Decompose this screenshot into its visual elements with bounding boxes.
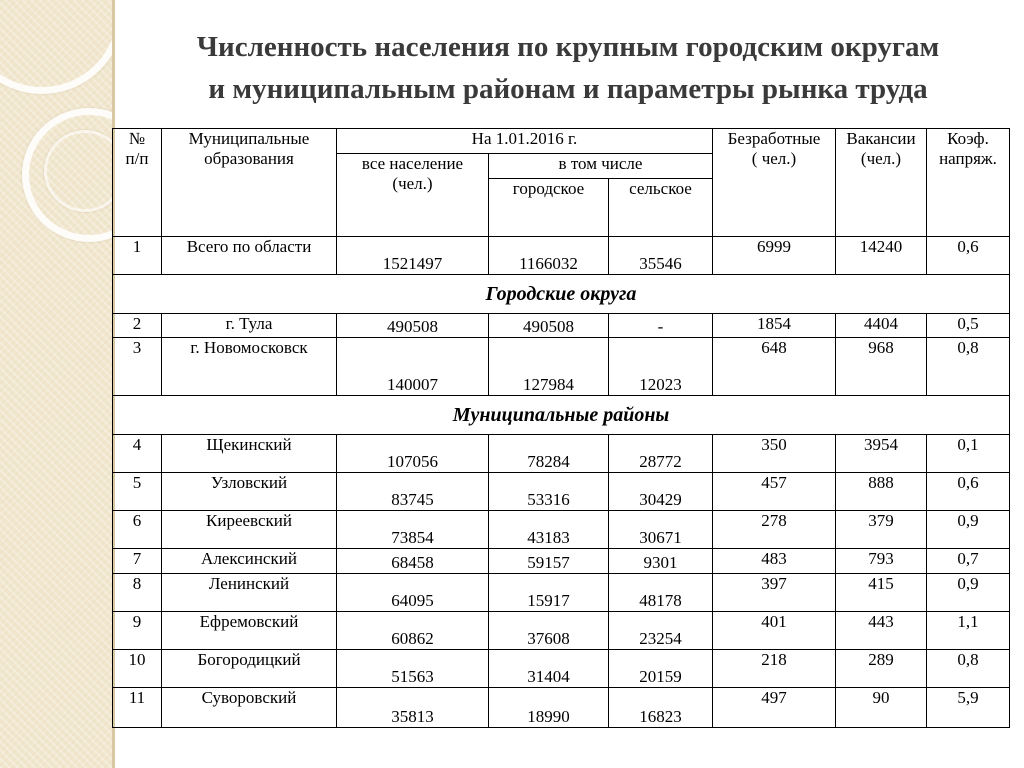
cell-coefficient: 0,9 xyxy=(927,511,1010,549)
cell-number: 9 xyxy=(113,612,162,650)
cell-name: Всего по области xyxy=(162,237,337,275)
cell-rural: 16823 xyxy=(609,688,713,728)
cell-urban: 1166032 xyxy=(489,237,609,275)
cell-number: 5 xyxy=(113,473,162,511)
cell-total: 490508 xyxy=(337,314,489,338)
cell-rural: 12023 xyxy=(609,338,713,396)
cell-name: Ефремовский xyxy=(162,612,337,650)
cell-vacancies: 379 xyxy=(836,511,927,549)
cell-urban: 31404 xyxy=(489,650,609,688)
cell-total: 1521497 xyxy=(337,237,489,275)
cell-vacancies: 289 xyxy=(836,650,927,688)
decorative-side-band xyxy=(0,0,112,768)
header-municipality: Муниципальные образования xyxy=(162,129,337,237)
cell-number: 4 xyxy=(113,435,162,473)
cell-rural: 48178 xyxy=(609,574,713,612)
cell-number: 7 xyxy=(113,549,162,574)
cell-coefficient: 0,7 xyxy=(927,549,1010,574)
cell-rural: - xyxy=(609,314,713,338)
table-row xyxy=(113,435,1010,473)
table-row xyxy=(113,338,1010,396)
table-row xyxy=(113,574,1010,612)
cell-vacancies: 90 xyxy=(836,688,927,728)
cell-coefficient: 0,9 xyxy=(927,574,1010,612)
cell-total: 73854 xyxy=(337,511,489,549)
cell-coefficient: 0,6 xyxy=(927,473,1010,511)
cell-unemployed: 483 xyxy=(713,549,836,574)
table-row xyxy=(113,612,1010,650)
cell-coefficient: 0,8 xyxy=(927,650,1010,688)
cell-urban: 127984 xyxy=(489,338,609,396)
cell-name: Щекинский xyxy=(162,435,337,473)
cell-urban: 59157 xyxy=(489,549,609,574)
cell-name: Узловский xyxy=(162,473,337,511)
cell-number: 11 xyxy=(113,688,162,728)
cell-unemployed: 457 xyxy=(713,473,836,511)
cell-coefficient: 0,5 xyxy=(927,314,1010,338)
cell-name: Ленинский xyxy=(162,574,337,612)
cell-total: 60862 xyxy=(337,612,489,650)
cell-unemployed: 401 xyxy=(713,612,836,650)
cell-total: 35813 xyxy=(337,688,489,728)
cell-name: Суворовский xyxy=(162,688,337,728)
cell-name: Алексинский xyxy=(162,549,337,574)
cell-vacancies: 4404 xyxy=(836,314,927,338)
cell-urban: 53316 xyxy=(489,473,609,511)
title-line-1: Численность населения по крупным городским округам xyxy=(196,31,940,63)
cell-vacancies: 793 xyxy=(836,549,927,574)
cell-coefficient: 5,9 xyxy=(927,688,1010,728)
header-row-1 xyxy=(113,129,1010,154)
slide-title xyxy=(118,26,1018,110)
cell-vacancies: 3954 xyxy=(836,435,927,473)
cell-number: 6 xyxy=(113,511,162,549)
cell-vacancies: 968 xyxy=(836,338,927,396)
cell-total: 83745 xyxy=(337,473,489,511)
cell-urban: 18990 xyxy=(489,688,609,728)
cell-rural: 30429 xyxy=(609,473,713,511)
table-row xyxy=(113,650,1010,688)
cell-urban: 37608 xyxy=(489,612,609,650)
cell-vacancies: 443 xyxy=(836,612,927,650)
cell-urban: 43183 xyxy=(489,511,609,549)
section-title: Муниципальные районы xyxy=(113,396,1010,435)
cell-unemployed: 218 xyxy=(713,650,836,688)
cell-total: 107056 xyxy=(337,435,489,473)
cell-coefficient: 0,1 xyxy=(927,435,1010,473)
cell-rural: 20159 xyxy=(609,650,713,688)
population-table xyxy=(112,128,1010,728)
title-line-2: и муниципальным районам и параметры рынка труда xyxy=(208,73,928,105)
cell-unemployed: 397 xyxy=(713,574,836,612)
cell-number: 1 xyxy=(113,237,162,275)
table-row xyxy=(113,549,1010,574)
header-urban: городское xyxy=(489,179,609,237)
cell-rural: 35546 xyxy=(609,237,713,275)
header-rural: сельское xyxy=(609,179,713,237)
header-unemployed: Безработные ( чел.) xyxy=(713,129,836,237)
cell-name: г. Новомосковск xyxy=(162,338,337,396)
cell-rural: 30671 xyxy=(609,511,713,549)
cell-unemployed: 648 xyxy=(713,338,836,396)
cell-urban: 490508 xyxy=(489,314,609,338)
header-total-population: все население (чел.) xyxy=(337,154,489,237)
header-number: № п/п xyxy=(113,129,162,237)
cell-urban: 78284 xyxy=(489,435,609,473)
header-including: в том числе xyxy=(489,154,713,179)
cell-urban: 15917 xyxy=(489,574,609,612)
cell-name: Киреевский xyxy=(162,511,337,549)
header-date: На 1.01.2016 г. xyxy=(337,129,713,154)
cell-number: 10 xyxy=(113,650,162,688)
cell-total: 51563 xyxy=(337,650,489,688)
cell-rural: 28772 xyxy=(609,435,713,473)
cell-vacancies: 14240 xyxy=(836,237,927,275)
decorative-ring-top xyxy=(0,0,112,94)
cell-unemployed: 278 xyxy=(713,511,836,549)
cell-number: 3 xyxy=(113,338,162,396)
cell-coefficient: 0,6 xyxy=(927,237,1010,275)
cell-total: 68458 xyxy=(337,549,489,574)
cell-rural: 23254 xyxy=(609,612,713,650)
table-row xyxy=(113,511,1010,549)
table-row xyxy=(113,314,1010,338)
table-row-total xyxy=(113,237,1010,275)
cell-unemployed: 350 xyxy=(713,435,836,473)
header-vacancies: Вакансии (чел.) xyxy=(836,129,927,237)
cell-rural: 9301 xyxy=(609,549,713,574)
table-row xyxy=(113,473,1010,511)
cell-total: 140007 xyxy=(337,338,489,396)
cell-number: 8 xyxy=(113,574,162,612)
cell-unemployed: 497 xyxy=(713,688,836,728)
section-title: Городские округа xyxy=(113,275,1010,314)
cell-coefficient: 0,8 xyxy=(927,338,1010,396)
cell-number: 2 xyxy=(113,314,162,338)
section-row-city-districts xyxy=(113,275,1010,314)
cell-unemployed: 6999 xyxy=(713,237,836,275)
cell-name: Богородицкий xyxy=(162,650,337,688)
cell-vacancies: 415 xyxy=(836,574,927,612)
table-row xyxy=(113,688,1010,728)
cell-total: 64095 xyxy=(337,574,489,612)
cell-name: г. Тула xyxy=(162,314,337,338)
header-coefficient: Коэф. напряж. xyxy=(927,129,1010,237)
cell-unemployed: 1854 xyxy=(713,314,836,338)
cell-coefficient: 1,1 xyxy=(927,612,1010,650)
cell-vacancies: 888 xyxy=(836,473,927,511)
section-row-municipal-districts xyxy=(113,396,1010,435)
